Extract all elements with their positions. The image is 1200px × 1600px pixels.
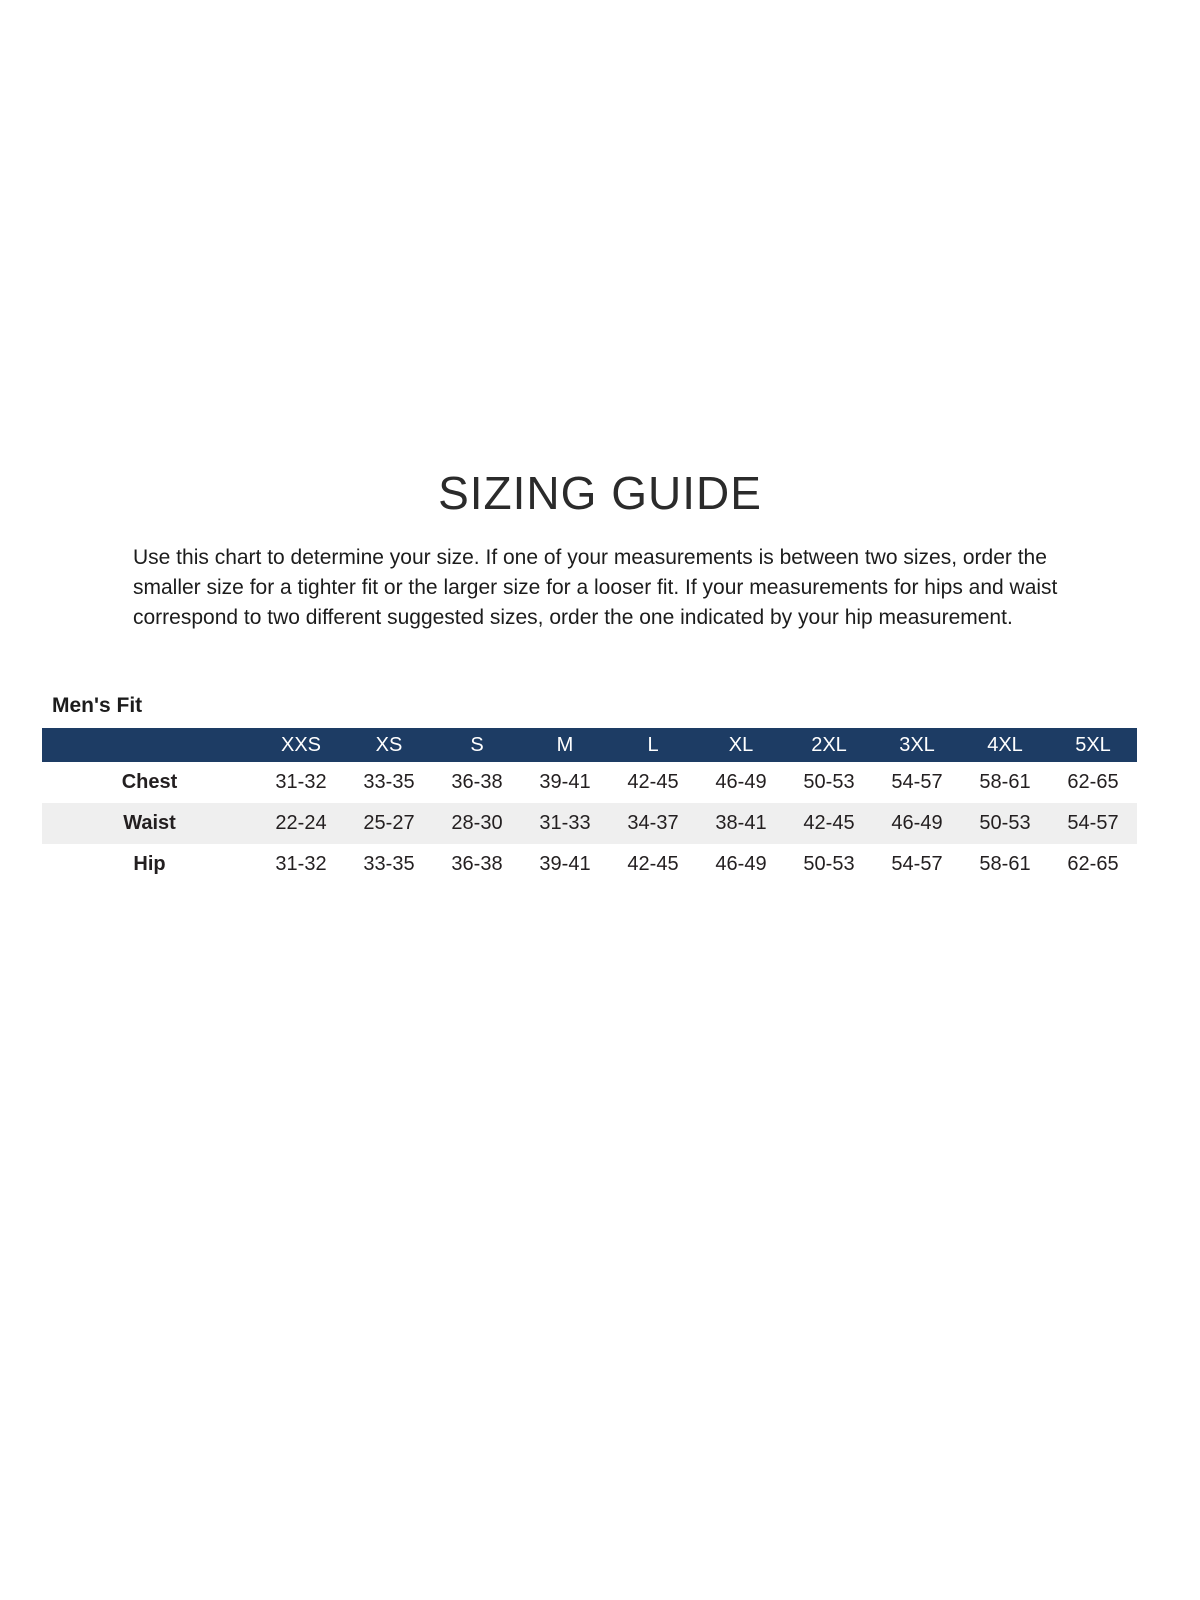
sizing-table (42, 728, 1137, 885)
row-label-chest: Chest (121, 771, 178, 794)
waist-cell-s: 28-30 (451, 812, 503, 835)
size-column-header-3xl: 3XL (873, 728, 961, 762)
table-header-row (42, 728, 1137, 762)
table-row-chest (42, 762, 1137, 803)
chest-cell-m: 39-41 (539, 771, 591, 794)
waist-cell-xxs: 22-24 (275, 812, 327, 835)
hip-cell-xxs: 31-32 (275, 853, 327, 876)
waist-cell-2xl: 42-45 (803, 812, 855, 835)
size-column-header-xxs: XXS (257, 728, 345, 762)
intro-text: Use this chart to determine your size. If one of your measurements is between two sizes, order the smaller size for a tighter fit or the larger size for a looser fit. If your measurements for hips and waist correspond to two different suggested sizes, order the one indicated by your hip measurement. (133, 546, 1058, 629)
chest-cell-5xl: 62-65 (1067, 771, 1119, 794)
waist-cell-xs: 25-27 (363, 812, 415, 835)
table-row-waist (42, 803, 1137, 844)
hip-cell-xl: 46-49 (715, 853, 767, 876)
waist-cell-3xl: 46-49 (891, 812, 943, 835)
size-column-header-m: M (521, 728, 609, 762)
chest-cell-4xl: 58-61 (979, 771, 1031, 794)
page-title: SIZING GUIDE (438, 467, 762, 519)
section-label-mens-fit: Men's Fit (52, 694, 143, 718)
row-label-waist: Waist (123, 812, 176, 835)
hip-cell-2xl: 50-53 (803, 853, 855, 876)
chest-cell-l: 42-45 (627, 771, 679, 794)
chest-cell-3xl: 54-57 (891, 771, 943, 794)
chest-cell-s: 36-38 (451, 771, 503, 794)
size-column-header-xs: XS (345, 728, 433, 762)
hip-cell-xs: 33-35 (363, 853, 415, 876)
waist-cell-5xl: 54-57 (1067, 812, 1119, 835)
hip-cell-s: 36-38 (451, 853, 503, 876)
chest-cell-2xl: 50-53 (803, 771, 855, 794)
row-label-hip: Hip (133, 853, 166, 876)
chest-cell-xxs: 31-32 (275, 771, 327, 794)
hip-cell-5xl: 62-65 (1067, 853, 1119, 876)
waist-cell-m: 31-33 (539, 812, 591, 835)
size-column-header-2xl: 2XL (785, 728, 873, 762)
chest-cell-xl: 46-49 (715, 771, 767, 794)
header-spacer-cell (42, 728, 257, 762)
hip-cell-3xl: 54-57 (891, 853, 943, 876)
waist-cell-4xl: 50-53 (979, 812, 1031, 835)
size-column-header-s: S (433, 728, 521, 762)
hip-cell-4xl: 58-61 (979, 853, 1031, 876)
size-column-header-5xl: 5XL (1049, 728, 1137, 762)
table-row-hip (42, 844, 1137, 885)
waist-cell-xl: 38-41 (715, 812, 767, 835)
hip-cell-l: 42-45 (627, 853, 679, 876)
size-column-header-l: L (609, 728, 697, 762)
size-column-header-xl: XL (697, 728, 785, 762)
waist-cell-l: 34-37 (627, 812, 679, 835)
chest-cell-xs: 33-35 (363, 771, 415, 794)
hip-cell-m: 39-41 (539, 853, 591, 876)
size-column-header-4xl: 4XL (961, 728, 1049, 762)
